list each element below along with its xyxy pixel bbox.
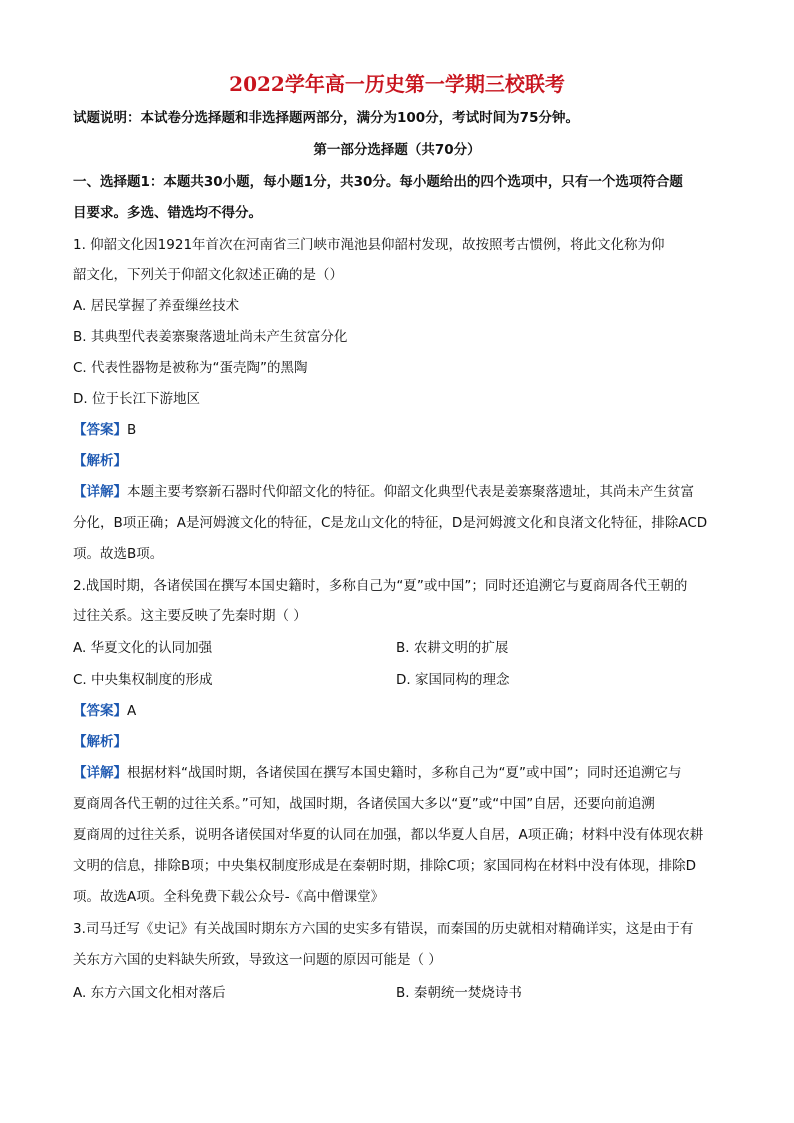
answer-label: 【答案】 xyxy=(73,422,127,438)
q2-option-c: C. 中央集权制度的形成 xyxy=(73,672,213,688)
q2-detail-line4: 文明的信息，排除B项；中央集权制度形成是在秦朝时期，排除C项；家国同构在材料中没有体现，排除D xyxy=(73,858,697,874)
q2-detail-line5: 项。故选A项。全科免费下载公众号-《高中僧课堂》 xyxy=(73,889,385,905)
page-title: 2022学年高一历史第一学期三校联考 xyxy=(229,72,565,96)
analysis-label: 【解析】 xyxy=(73,734,127,750)
q1-detail-line3: 项。故选B项。 xyxy=(73,546,164,562)
q1-answer-row xyxy=(73,420,723,440)
answer-label: 【答案】 xyxy=(73,703,127,719)
q3-option-a: A. 东方六国文化相对落后 xyxy=(73,985,226,1001)
q2-detail-line1 xyxy=(73,763,723,783)
q2-stem-line1: 2.战国时期，各诸侯国在撰写本国史籍时，多称自己为“夏”或中国”；同时还追溯它与夏商周各代王朝的 xyxy=(73,578,688,594)
q2-detail-line3: 夏商周的过往关系，说明各诸侯国对华夏的认同在加强，都以华夏人自居，A项正确；材料中没有体现农耕 xyxy=(73,827,704,843)
q1-detail-line2: 分化，B项正确；A是河姆渡文化的特征，C是龙山文化的特征，D是河姆渡文化和良渚文化特征，排除ACD xyxy=(73,515,708,531)
q1-detail-text1: 本题主要考察新石器时代仰韶文化的特征。仰韶文化典型代表是姜寨聚落遗址，其尚未产生贫富 xyxy=(127,484,694,500)
q2-option-a: A. 华夏文化的认同加强 xyxy=(73,640,213,656)
part-one-header: 第一部分选择题（共70分） xyxy=(313,142,481,158)
q3-option-b: B. 秦朝统一焚烧诗书 xyxy=(396,985,522,1001)
q1-stem-line1: 1. 仰韶文化因1921年首次在河南省三门峡市渑池县仰韶村发现，故按照考古惯例，将此文化称为仰 xyxy=(73,237,665,253)
q1-answer-value: B xyxy=(127,422,137,438)
q1-stem-line2: 韶文化，下列关于仰韶文化叙述正确的是（） xyxy=(73,267,343,283)
q1-analysis-row xyxy=(73,451,723,471)
detail-label: 【详解】 xyxy=(73,765,127,781)
q2-detail-text1: 根据材料“战国时期，各诸侯国在撰写本国史籍时，多称自己为“夏”或中国”；同时还追溯它与 xyxy=(127,765,682,781)
q3-stem-line1: 3.司马迁写《史记》有关战国时期东方六国的史实多有错误，而秦国的历史就相对精确详实，这是由于有 xyxy=(73,921,694,937)
q3-stem-line2: 关东方六国的史料缺失所致，导致这一问题的原因可能是（ ） xyxy=(73,952,442,968)
section-one-line2: 目要求。多选、错选均不得分。 xyxy=(73,205,262,221)
q1-option-d: D. 位于长江下游地区 xyxy=(73,391,200,407)
detail-label: 【详解】 xyxy=(73,484,127,500)
q2-detail-line2: 夏商周各代王朝的过往关系。”可知，战国时期，各诸侯国大多以“夏”或“中国”自居，还要向前追溯 xyxy=(73,796,655,812)
q1-option-a: A. 居民掌握了养蚕缫丝技术 xyxy=(73,298,240,314)
exam-instructions: 试题说明：本试卷分选择题和非选择题两部分，满分为100分，考试时间为75分钟。 xyxy=(73,110,579,126)
q2-answer-value: A xyxy=(127,703,137,719)
q1-option-c: C. 代表性器物是被称为“蛋壳陶”的黑陶 xyxy=(73,360,308,376)
q2-option-b: B. 农耕文明的扩展 xyxy=(396,640,509,656)
q2-option-d: D. 家国同构的理念 xyxy=(396,672,510,688)
q2-analysis-row xyxy=(73,732,723,752)
q1-option-b: B. 其典型代表姜寨聚落遗址尚未产生贫富分化 xyxy=(73,329,348,345)
analysis-label: 【解析】 xyxy=(73,453,127,469)
q2-stem-line2: 过往关系。这主要反映了先秦时期（ ） xyxy=(73,608,307,624)
q2-answer-row xyxy=(73,701,723,721)
q1-detail-line1 xyxy=(73,482,723,502)
section-one-line1: 一、选择题1：本题共30小题，每小题1分，共30分。每小题给出的四个选项中，只有一个选项符合题 xyxy=(73,174,683,190)
